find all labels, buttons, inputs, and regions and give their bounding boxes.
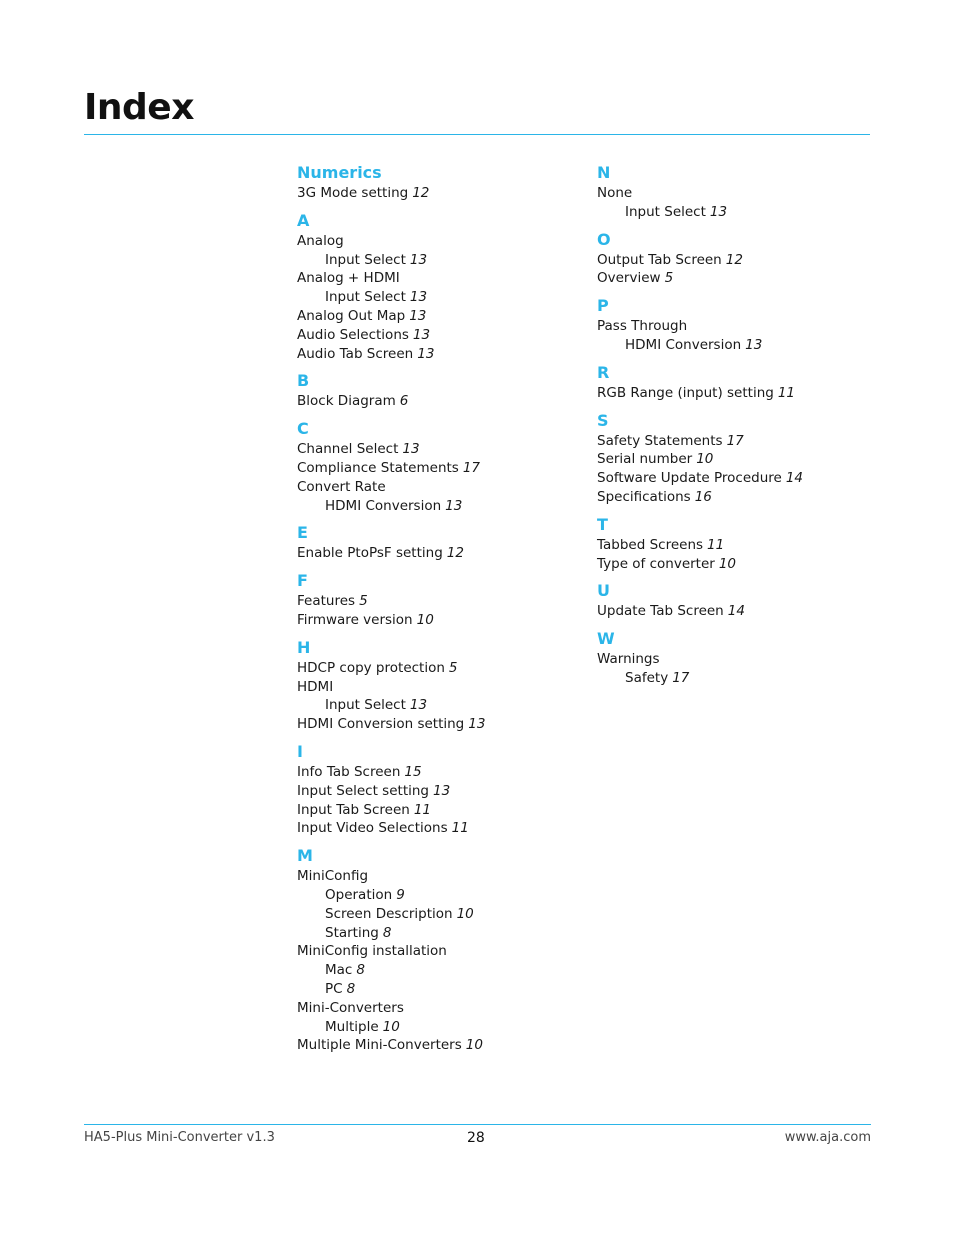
page-reference-link[interactable]: 13 (409, 697, 428, 714)
index-subentry (297, 288, 567, 307)
section-letter: R (597, 362, 610, 382)
entry-text: Analog (297, 232, 344, 249)
page-reference-link[interactable]: 13 (402, 441, 420, 458)
page-title: Index (84, 87, 194, 128)
entry-text: Mini-Converters (297, 999, 404, 1016)
entry-text: HDMI Conversion (325, 497, 442, 514)
entry-text: Mac (325, 962, 353, 979)
entry-text: Input Select (625, 203, 706, 220)
page-reference-link[interactable]: 11 (451, 820, 469, 837)
page-reference-link[interactable]: 17 (462, 459, 481, 476)
entry-text: Convert Rate (297, 478, 386, 495)
section-letter: U (597, 581, 610, 601)
footer-divider (84, 1124, 871, 1125)
index-entry (597, 488, 867, 507)
section-letter: O (597, 229, 611, 249)
entry-text: Overview (597, 270, 661, 287)
index-section (597, 229, 867, 289)
page-reference-link[interactable]: 13 (445, 497, 463, 514)
page-reference-link[interactable]: 5 (448, 659, 458, 676)
index-section (297, 210, 567, 364)
index-entry (597, 602, 867, 621)
entry-text: Tabbed Screens (597, 536, 704, 553)
index-section (597, 628, 867, 688)
index-subentry (297, 905, 567, 924)
section-letter: Numerics (297, 163, 382, 182)
entry-text: Input Tab Screen (297, 801, 410, 818)
index-entry (597, 536, 867, 555)
page-reference-link[interactable]: 14 (727, 603, 745, 620)
page-reference-link[interactable]: 13 (417, 345, 435, 362)
index-entry (297, 801, 567, 820)
entry-text: Warnings (597, 651, 660, 668)
entry-text: Starting (325, 924, 379, 941)
page-reference-link[interactable]: 9 (396, 886, 405, 903)
index-entry (297, 544, 567, 563)
index-subentry (297, 961, 567, 980)
section-letter: T (597, 514, 608, 534)
entry-text: Audio Tab Screen (297, 345, 414, 362)
index-entry (297, 232, 567, 251)
entry-text: Info Tab Screen (297, 763, 401, 780)
index-section (597, 362, 867, 403)
entry-text: HDCP copy protection (297, 659, 445, 676)
index-section (597, 410, 867, 507)
entry-text: Multiple (325, 1018, 379, 1035)
page-reference-link[interactable]: 11 (707, 536, 725, 553)
section-letter: F (297, 571, 308, 591)
index-section (297, 741, 567, 838)
page-reference-link[interactable]: 10 (382, 1018, 400, 1035)
index-entry (597, 469, 867, 488)
index-entry (597, 432, 867, 451)
page-reference-link[interactable]: 10 (456, 905, 474, 922)
entry-text: Firmware version (297, 611, 413, 628)
entry-text: Specifications (597, 488, 691, 505)
section-letter: C (297, 419, 309, 439)
entry-text: None (597, 185, 633, 201)
entry-text: MiniConfig (297, 868, 369, 885)
index-subentry (297, 924, 567, 943)
page-reference-link[interactable]: 15 (404, 763, 422, 780)
page-reference-link[interactable]: 10 (718, 555, 737, 572)
entry-text: Input Select setting (297, 782, 429, 799)
page-reference-link[interactable]: 13 (412, 326, 431, 343)
page-reference-link[interactable]: 13 (468, 716, 486, 733)
index-subentry (597, 669, 867, 688)
page-reference-link[interactable]: 5 (664, 270, 674, 287)
entry-text: Output Tab Screen (597, 251, 722, 268)
index-section (297, 570, 567, 630)
page-reference-link[interactable]: 13 (433, 782, 451, 799)
index-entry (297, 326, 567, 345)
section-letter: H (297, 637, 311, 657)
page-reference-link[interactable]: 16 (694, 488, 712, 505)
index-section (297, 162, 567, 203)
page-reference-link[interactable]: 14 (785, 470, 804, 487)
entry-text: RGB Range (input) setting (597, 384, 774, 401)
entry-text: Features (297, 593, 356, 610)
index-subentry (297, 980, 567, 999)
page-reference-link[interactable]: 5 (359, 593, 368, 610)
entry-text: Safety (625, 669, 669, 686)
index-entry (297, 392, 567, 411)
index-section (297, 845, 567, 1055)
index-section (597, 162, 867, 222)
index-section (297, 637, 567, 734)
index-entry (297, 478, 567, 497)
index-entry (297, 763, 567, 782)
index-entry (297, 345, 567, 364)
index-entry (597, 184, 867, 203)
page-reference-link[interactable]: 8 (382, 924, 392, 941)
page-reference-link[interactable]: 17 (672, 669, 690, 686)
index-entry (297, 184, 567, 203)
index-entry (597, 650, 867, 669)
page-reference-link[interactable]: 13 (409, 251, 428, 268)
index-section (297, 418, 567, 515)
entry-text: HDMI Conversion (625, 336, 742, 353)
entry-text: Type of converter (597, 555, 715, 572)
index-section (597, 514, 867, 574)
page-reference-link[interactable]: 13 (409, 289, 428, 306)
entry-text: Safety Statements (597, 432, 723, 449)
index-section (597, 580, 867, 621)
page-reference-link[interactable]: 13 (409, 307, 427, 324)
index-entry (297, 659, 567, 678)
page-reference-link[interactable]: 6 (399, 393, 409, 410)
page-reference-link[interactable]: 12 (725, 251, 743, 268)
index-entry (297, 1036, 567, 1055)
footer-page-number: 28 (467, 1130, 485, 1146)
footer-website[interactable]: www.aja.com (784, 1130, 871, 1145)
page-reference-link[interactable]: 8 (356, 962, 365, 979)
index-subentry (297, 497, 567, 516)
page-reference-link[interactable]: 17 (726, 432, 744, 449)
entry-text: Operation (325, 886, 393, 903)
entry-text: MiniConfig installation (297, 943, 447, 960)
entry-text: Input Select (325, 697, 406, 714)
entry-text: Pass Through (597, 318, 688, 335)
entry-text: Analog + HDMI (297, 270, 400, 287)
index-entry (297, 999, 567, 1018)
section-letter: E (297, 523, 308, 543)
page-reference-link[interactable]: 10 (696, 451, 714, 468)
section-letter: W (597, 629, 615, 649)
page-reference-link[interactable]: 13 (745, 336, 763, 353)
footer-document-title: HA5-Plus Mini-Converter v1.3 (84, 1130, 275, 1145)
index-entry (597, 450, 867, 469)
index-entry (297, 942, 567, 961)
entry-text: Serial number (597, 451, 693, 468)
entry-text: Update Tab Screen (597, 603, 724, 620)
section-letter: P (597, 296, 609, 316)
page-reference-link[interactable]: 11 (777, 384, 796, 401)
index-section (597, 295, 867, 355)
page-reference-link[interactable]: 12 (412, 185, 430, 201)
section-letter: S (597, 410, 609, 430)
section-letter: M (297, 846, 313, 866)
index-entry (297, 592, 567, 611)
section-letter: A (297, 210, 310, 230)
index-subentry (297, 696, 567, 715)
index-entry (297, 819, 567, 838)
index-section (297, 370, 567, 411)
page-reference-link[interactable]: 10 (465, 1037, 483, 1054)
entry-text: Input Video Selections (297, 820, 448, 837)
entry-text: HDMI (297, 678, 334, 695)
entry-text: Analog Out Map (297, 307, 406, 324)
section-letter: B (297, 371, 310, 391)
index-entry (297, 307, 567, 326)
entry-text: Channel Select (297, 441, 399, 458)
page-reference-link[interactable]: 13 (709, 203, 728, 220)
section-letter: I (297, 741, 303, 761)
index-subentry (297, 251, 567, 270)
index-subentry (297, 1018, 567, 1037)
page-reference-link[interactable]: 11 (413, 801, 431, 818)
entry-text: Input Select (325, 289, 406, 306)
page-reference-link[interactable]: 10 (416, 611, 434, 628)
entry-text: HDMI Conversion setting (297, 716, 465, 733)
index-column-right (597, 162, 867, 688)
index-entry (297, 269, 567, 288)
index-subentry (597, 203, 867, 222)
entry-text: Compliance Statements (297, 459, 459, 476)
index-entry (597, 555, 867, 574)
index-entry (597, 251, 867, 270)
page-reference-link[interactable]: 12 (446, 545, 464, 562)
entry-text: Block Diagram (297, 393, 396, 410)
index-section (297, 522, 567, 563)
index-subentry (597, 336, 867, 355)
index-entry (597, 269, 867, 288)
index-entry (597, 317, 867, 336)
index-entry (297, 867, 567, 886)
index-entry (297, 440, 567, 459)
entry-text: Audio Selections (297, 326, 409, 343)
entry-text: Multiple Mini-Converters (297, 1037, 462, 1054)
index-entry (297, 459, 567, 478)
index-entry (297, 611, 567, 630)
index-column-left (297, 162, 567, 1055)
index-entry (297, 715, 567, 734)
title-divider (84, 134, 870, 135)
entry-text: Software Update Procedure (597, 470, 782, 487)
index-entry (597, 384, 867, 403)
entry-text: Screen Description (325, 905, 453, 922)
index-subentry (297, 886, 567, 905)
page-reference-link[interactable]: 8 (346, 980, 356, 997)
entry-text: PC (325, 980, 343, 997)
entry-text: 3G Mode setting (297, 185, 409, 201)
index-entry (297, 782, 567, 801)
index-entry (297, 678, 567, 697)
section-letter: N (597, 163, 611, 182)
entry-text: Input Select (325, 251, 406, 268)
entry-text: Enable PtoPsF setting (297, 545, 443, 562)
